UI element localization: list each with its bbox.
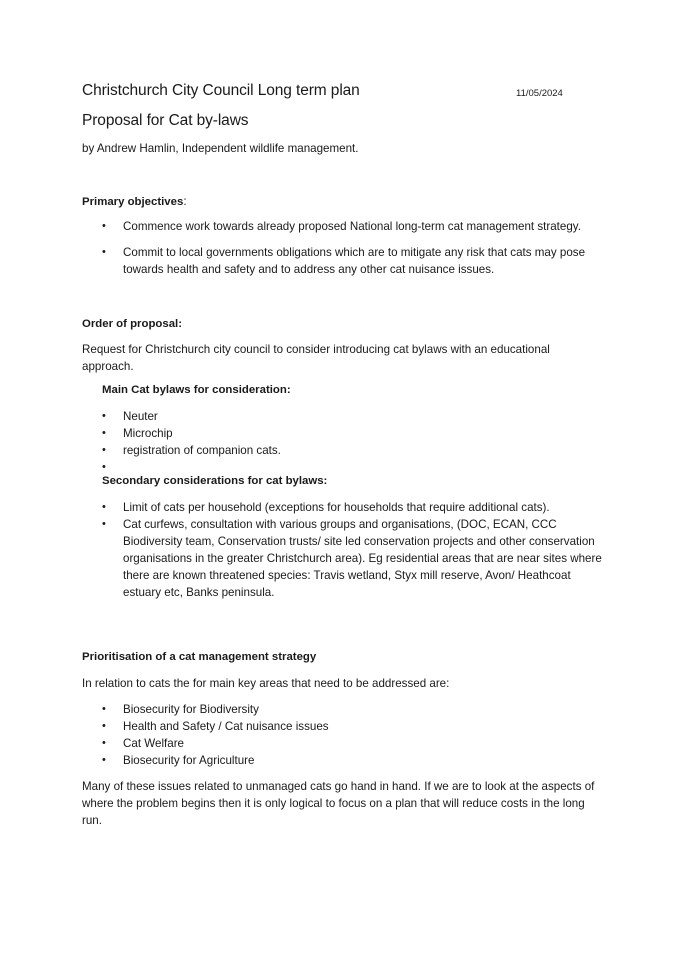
bullet-icon: • bbox=[102, 220, 106, 232]
bullet-icon: • bbox=[102, 703, 106, 715]
main-bylaws-heading: Main Cat bylaws for consideration: bbox=[102, 384, 291, 396]
list-item: • Cat curfews, consultation with various groups and organisations, (DOC, ECAN, CCC Biodiversity team, Conservation trusts/ site led conservation projects and other conservation organisations in the greater Christchurch area). Eg residential areas that are near sites where there are known threatened species: Travis wetland, Styx mill reserve, Avon/ Heathcoat estuary etc, Banks peninsula. bbox=[102, 518, 602, 599]
primary-objectives-heading: Primary objectives bbox=[82, 196, 184, 208]
list-item: • Biosecurity for Agriculture bbox=[102, 754, 255, 767]
list-item: • Health and Safety / Cat nuisance issues bbox=[102, 720, 329, 733]
list-item: • Commit to local governments obligations which are to mitigate any risk that cats may pose towards health and safety and to address any other cat nuisance issues. bbox=[102, 246, 586, 276]
list-item: • Neuter bbox=[102, 410, 158, 423]
bullet-icon: • bbox=[102, 737, 106, 749]
order-of-proposal-heading: Order of proposal: bbox=[82, 318, 182, 330]
list-item: • Limit of cats per household (exceptions for households that require additional cats). bbox=[102, 501, 550, 514]
prioritisation-heading: Prioritisation of a cat management strategy bbox=[82, 651, 317, 663]
prioritisation-list bbox=[82, 701, 329, 769]
bullet-icon: • bbox=[102, 518, 106, 530]
list-item: • registration of companion cats. bbox=[102, 444, 281, 457]
list-item: • Microchip bbox=[102, 427, 173, 440]
bullet-icon: • bbox=[102, 246, 106, 258]
bullet-icon: • bbox=[102, 501, 106, 513]
bullet-icon: • bbox=[102, 444, 106, 456]
main-bylaws-list bbox=[82, 408, 281, 476]
document-date: 11/05/2024 bbox=[516, 88, 563, 99]
list-item: • Cat Welfare bbox=[102, 737, 184, 750]
primary-objectives-list bbox=[82, 218, 581, 235]
document-subtitle: Proposal for Cat by-laws bbox=[82, 112, 249, 129]
bullet-icon: • bbox=[102, 754, 106, 766]
order-of-proposal-paragraph: Request for Christchurch city council to consider introducing cat bylaws with an educational approach. bbox=[82, 343, 550, 373]
prioritisation-intro: In relation to cats the for main key areas that need to be addressed are: bbox=[82, 677, 450, 690]
secondary-considerations-heading: Secondary considerations for cat bylaws: bbox=[102, 475, 328, 487]
secondary-considerations-list bbox=[82, 499, 602, 601]
author-byline: by Andrew Hamlin, Independent wildlife management. bbox=[82, 142, 359, 155]
heading-colon: : bbox=[183, 195, 187, 208]
bullet-icon: • bbox=[102, 461, 106, 473]
list-item: • Commence work towards already proposed National long-term cat management strategy. bbox=[102, 220, 581, 233]
primary-objectives-heading-wrap bbox=[82, 193, 187, 211]
document-title: Christchurch City Council Long term plan bbox=[82, 82, 360, 99]
bullet-icon: • bbox=[102, 720, 106, 732]
closing-paragraph: Many of these issues related to unmanaged cats go hand in hand. If we are to look at the aspects of where the problem begins then it is only logical to focus on a plan that will reduce costs in the long run. bbox=[82, 780, 595, 827]
bullet-icon: • bbox=[102, 427, 106, 439]
list-item-empty bbox=[82, 459, 281, 476]
list-item: • Biosecurity for Biodiversity bbox=[102, 703, 259, 716]
bullet-icon: • bbox=[102, 410, 106, 422]
primary-objectives-list-2 bbox=[82, 244, 585, 278]
